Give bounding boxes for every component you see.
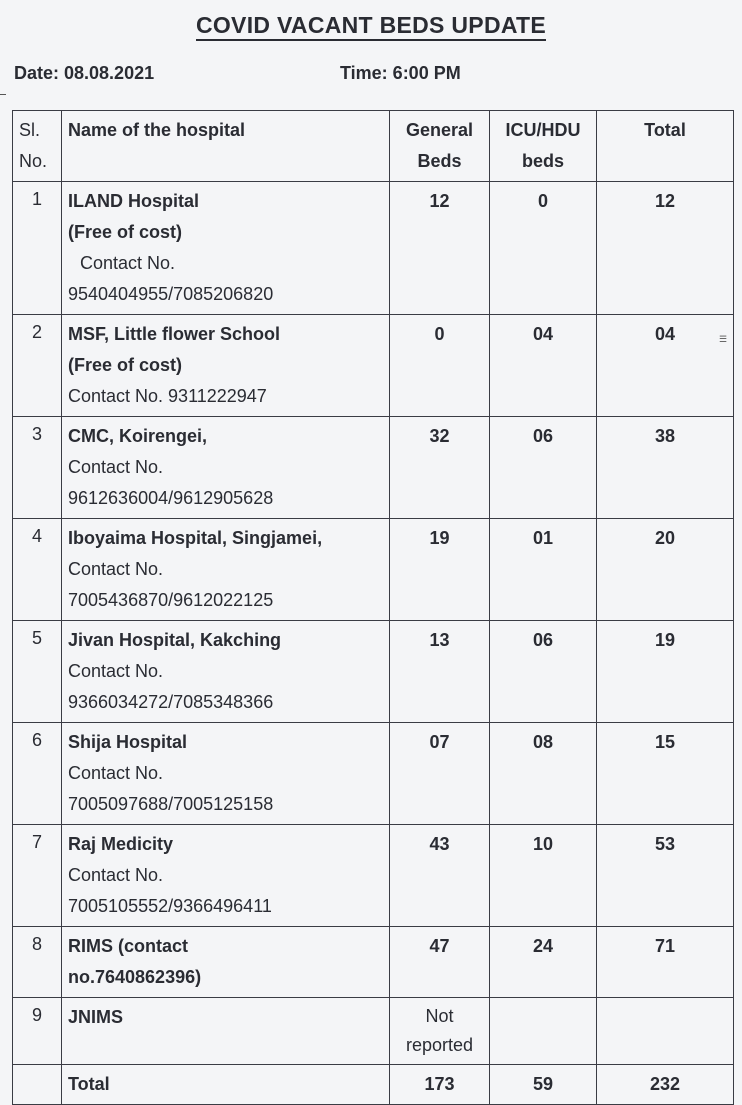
table-row: [13, 927, 734, 998]
sl-no: 4: [13, 519, 62, 621]
hospital-cell: [62, 315, 390, 417]
hospital-name: Iboyaima Hospital, Singjamei,: [68, 528, 323, 548]
table-row: [13, 417, 734, 519]
contact-label: Contact No.: [68, 661, 164, 681]
sl-no: 7: [13, 825, 62, 927]
icu-beds: 01: [490, 519, 597, 621]
hospital-cell: [62, 621, 390, 723]
table-header-row: [13, 111, 734, 182]
hospital-name: RIMS (contact: [68, 936, 189, 956]
header-general-beds: General Beds: [390, 111, 490, 182]
margin-symbol-icon: ☰: [719, 334, 728, 344]
hospital-cell: [62, 825, 390, 927]
beds-table: [12, 110, 734, 1105]
hospital-cell: [62, 723, 390, 825]
contact-label: Contact No.: [68, 763, 164, 783]
total-beds: 20: [597, 519, 734, 621]
table-row: [13, 621, 734, 723]
icu-beds: 06: [490, 621, 597, 723]
total-beds: 19: [597, 621, 734, 723]
contact-label: Contact No.: [80, 253, 176, 273]
sl-no: 1: [13, 182, 62, 315]
contact-label: Contact No.: [68, 559, 164, 579]
hospital-name: Raj Medicity: [68, 834, 174, 854]
contact-number: 7005105552/9366496411: [68, 896, 272, 916]
totals-general: 173: [390, 1065, 490, 1105]
hospital-note: (Free of cost): [68, 355, 183, 375]
contact-number: 9540404955/7085206820: [68, 284, 274, 304]
hospital-cell: [62, 417, 390, 519]
totals-row: [13, 1065, 734, 1105]
icu-beds: [490, 998, 597, 1065]
icu-beds: 04: [490, 315, 597, 417]
icu-beds: 06: [490, 417, 597, 519]
hospital-note: (Free of cost): [68, 222, 183, 242]
contact-number: Contact No. 9311222947: [68, 386, 267, 406]
general-beds-status: Not reported: [390, 998, 490, 1065]
header-icu-beds: ICU/HDU beds: [490, 111, 597, 182]
header-name: Name of the hospital: [62, 111, 390, 182]
general-beds: 07: [390, 723, 490, 825]
total-beds: 04: [597, 315, 734, 417]
contact-number: 7005097688/7005125158: [68, 794, 274, 814]
general-beds: 43: [390, 825, 490, 927]
contact-number: 7005436870/9612022125: [68, 590, 274, 610]
totals-icu: 59: [490, 1065, 597, 1105]
header-sl: Sl. No.: [13, 111, 62, 182]
hospital-name: MSF, Little flower School: [68, 324, 281, 344]
edge-mark: [0, 94, 6, 95]
totals-total: 232: [597, 1065, 734, 1105]
table-row: [13, 998, 734, 1065]
general-beds: 19: [390, 519, 490, 621]
contact-number: 9366034272/7085348366: [68, 692, 274, 712]
hospital-cell: [62, 182, 390, 315]
sl-no: 6: [13, 723, 62, 825]
sl-no: 3: [13, 417, 62, 519]
sl-no: 9: [13, 998, 62, 1065]
table-row: [13, 723, 734, 825]
sl-no: 5: [13, 621, 62, 723]
hospital-name: Shija Hospital: [68, 732, 188, 752]
table-row: [13, 519, 734, 621]
totals-label: Total: [62, 1065, 390, 1105]
total-beds: 53: [597, 825, 734, 927]
hospital-cell: [62, 998, 390, 1065]
hospital-contact: no.7640862396): [68, 967, 202, 987]
hospital-name: CMC, Koirengei,: [68, 426, 208, 446]
header-total: Total: [597, 111, 734, 182]
contact-number: 9612636004/9612905628: [68, 488, 274, 508]
icu-beds: 0: [490, 182, 597, 315]
sl-no: 8: [13, 927, 62, 998]
total-beds: 71: [597, 927, 734, 998]
hospital-name: ILAND Hospital: [68, 191, 200, 211]
page-title: COVID VACANT BEDS UPDATE: [0, 12, 742, 39]
total-beds: 12: [597, 182, 734, 315]
general-beds: 0: [390, 315, 490, 417]
report-date: Date: 08.08.2021: [14, 63, 155, 83]
icu-beds: 08: [490, 723, 597, 825]
hospital-cell: [62, 927, 390, 998]
general-beds: 13: [390, 621, 490, 723]
general-beds: 47: [390, 927, 490, 998]
totals-sl: [13, 1065, 62, 1105]
table-row: [13, 825, 734, 927]
table-row: [13, 315, 734, 417]
icu-beds: 10: [490, 825, 597, 927]
hospital-cell: [62, 519, 390, 621]
contact-label: Contact No.: [68, 457, 164, 477]
general-beds: 32: [390, 417, 490, 519]
hospital-name: Jivan Hospital, Kakching: [68, 630, 282, 650]
contact-label: Contact No.: [68, 865, 164, 885]
sl-no: 2: [13, 315, 62, 417]
report-time: Time: 6:00 PM: [340, 63, 461, 83]
icu-beds: 24: [490, 927, 597, 998]
general-beds: 12: [390, 182, 490, 315]
total-beds: [597, 998, 734, 1065]
total-beds: 38: [597, 417, 734, 519]
table-row: [13, 182, 734, 315]
hospital-name: JNIMS: [68, 1007, 124, 1027]
total-beds: 15: [597, 723, 734, 825]
